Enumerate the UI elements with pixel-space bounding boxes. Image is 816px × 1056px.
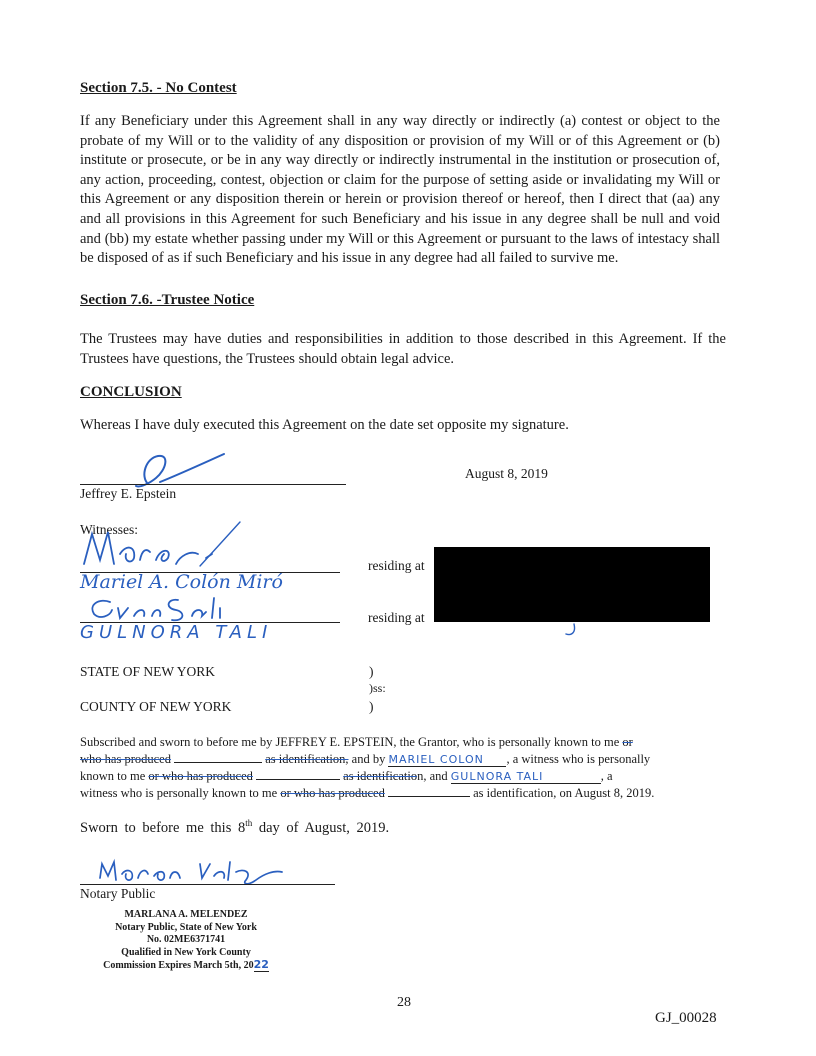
jurat-p1-strike: or: [622, 735, 633, 749]
notary-signature-line: [80, 884, 335, 885]
redaction-block-address: [434, 547, 710, 622]
witness2-residing-label: residing at: [368, 610, 425, 625]
section-7-6-text: The Trustees may have duties and responsibilities in addition to those described in this Agreement. If the Trustees have questions, the Trustees should obtain legal advice.: [80, 331, 726, 367]
sworn-day-suffix: th: [245, 818, 253, 828]
jurat-p1: Subscribed and sworn to before me by JEFFREY E. EPSTEIN, the Grantor, who is personally known to me: [80, 735, 620, 749]
sworn-prefix: Sworn to before me this: [80, 819, 232, 836]
notary-label: Notary Public: [80, 886, 156, 901]
notary-stamp-year: 22: [253, 958, 269, 971]
jurat-blank-2: [256, 769, 340, 780]
conclusion-text: Whereas I have duly executed this Agreement on the date set opposite my signature.: [80, 417, 569, 433]
witness2-signature: [80, 594, 260, 624]
section-7-5-heading: Section 7.5. - No Contest: [80, 80, 237, 96]
jurat-p3-a: known to me: [80, 769, 146, 783]
jurat-p2-strike-a: who has produced: [80, 752, 171, 766]
venue-paren-bottom: ): [369, 699, 374, 714]
jurat-witness1-hand: MARIEL COLON: [388, 753, 506, 767]
jurat-p3-end: , a: [600, 769, 613, 783]
grantor-date: August 8, 2019: [465, 466, 548, 481]
venue-state: STATE OF NEW YORK: [80, 664, 216, 679]
jurat-p4-a: witness who is personally known to me: [80, 786, 278, 800]
jurat-p3-strike-b: as identificatio: [343, 769, 418, 783]
grantor-name: Jeffrey E. Epstein: [80, 486, 177, 501]
grantor-signature-line: [80, 484, 346, 485]
notary-stamp-expiry: Commission Expires March 5th, 20: [103, 960, 254, 971]
sworn-day: 8: [237, 819, 246, 836]
ink-mark: [560, 622, 580, 638]
section-7-6-heading: Section 7.6. -Trustee Notice: [80, 292, 255, 308]
venue-paren-top: ): [369, 664, 374, 679]
jurat-p3-strike-a: or who has produced: [148, 769, 253, 783]
jurat-p2-and-by: and by: [351, 752, 386, 766]
witness2-printed-name: GULNORA TALI: [80, 622, 273, 643]
jurat-line-3: [80, 769, 613, 784]
section-7-5-text: If any Beneficiary under this Agreement shall in any way directly or indirectly (a) contest or object to the probate of my Will or to the validity of any disposition or provision of my Will or of this Agreement or (b) institute or prosecute, or be in any way directly or indirectly instrumental in the institution or prosecution of, any action, proceeding, contest, objection or claim for the purpose of setting aside or invalidating my Will or this Agreement or any disposition therein or herein or provision thereof or hereof, then I direct that (aa) any and all provisions in this Agreement for such Beneficiary and his issue in any degree shall be null and void and (bb) my estate whether passing under my Will or this Agreement or pursuant to the laws of intestacy shall be disposed of as if such Beneficiary and his issue in any degree had all failed to survive me.: [80, 113, 720, 267]
witness1-printed-name: Mariel A. Colón Miró: [80, 571, 283, 593]
jurat-p3-b: n, and: [417, 769, 448, 783]
jurat-witness2-hand: GULNORA TALI: [451, 770, 601, 784]
jurat-blank-1: [174, 752, 262, 763]
witnesses-label: Witnesses:: [80, 522, 138, 537]
jurat-line-4: [80, 786, 654, 801]
jurat-line-1: [80, 735, 633, 750]
sworn-suffix: day of August, 2019.: [258, 819, 390, 836]
witness1-residing-label: residing at: [368, 558, 425, 573]
bates-number: GJ_00028: [655, 1010, 717, 1026]
venue-ss: )ss:: [369, 681, 386, 695]
page-number: 28: [397, 995, 411, 1010]
jurat-p4-end: as identification, on August 8, 2019.: [473, 786, 655, 800]
notary-stamp-line: No. 02ME6371741: [146, 934, 226, 945]
jurat-p2-end: , a witness who is personally: [506, 752, 651, 766]
witness1-signature: [80, 520, 260, 570]
notary-stamp-line: [96, 959, 276, 973]
notary-stamp: [96, 909, 276, 973]
notary-stamp-line: Qualified in New York County: [121, 946, 251, 958]
jurat-p2-strike-b: as identification,: [265, 752, 349, 766]
conclusion-heading: CONCLUSION: [80, 384, 182, 400]
notary-stamp-line: MARLANA A. MELENDEZ: [124, 909, 248, 920]
jurat-blank-3: [388, 786, 470, 797]
notary-stamp-line: Notary Public, State of New York: [115, 921, 257, 933]
venue-county: COUNTY OF NEW YORK: [80, 699, 232, 714]
jurat-p4-strike: or who has produced: [280, 786, 385, 800]
jurat-line-2: [80, 752, 650, 767]
sworn-line: [80, 818, 389, 837]
